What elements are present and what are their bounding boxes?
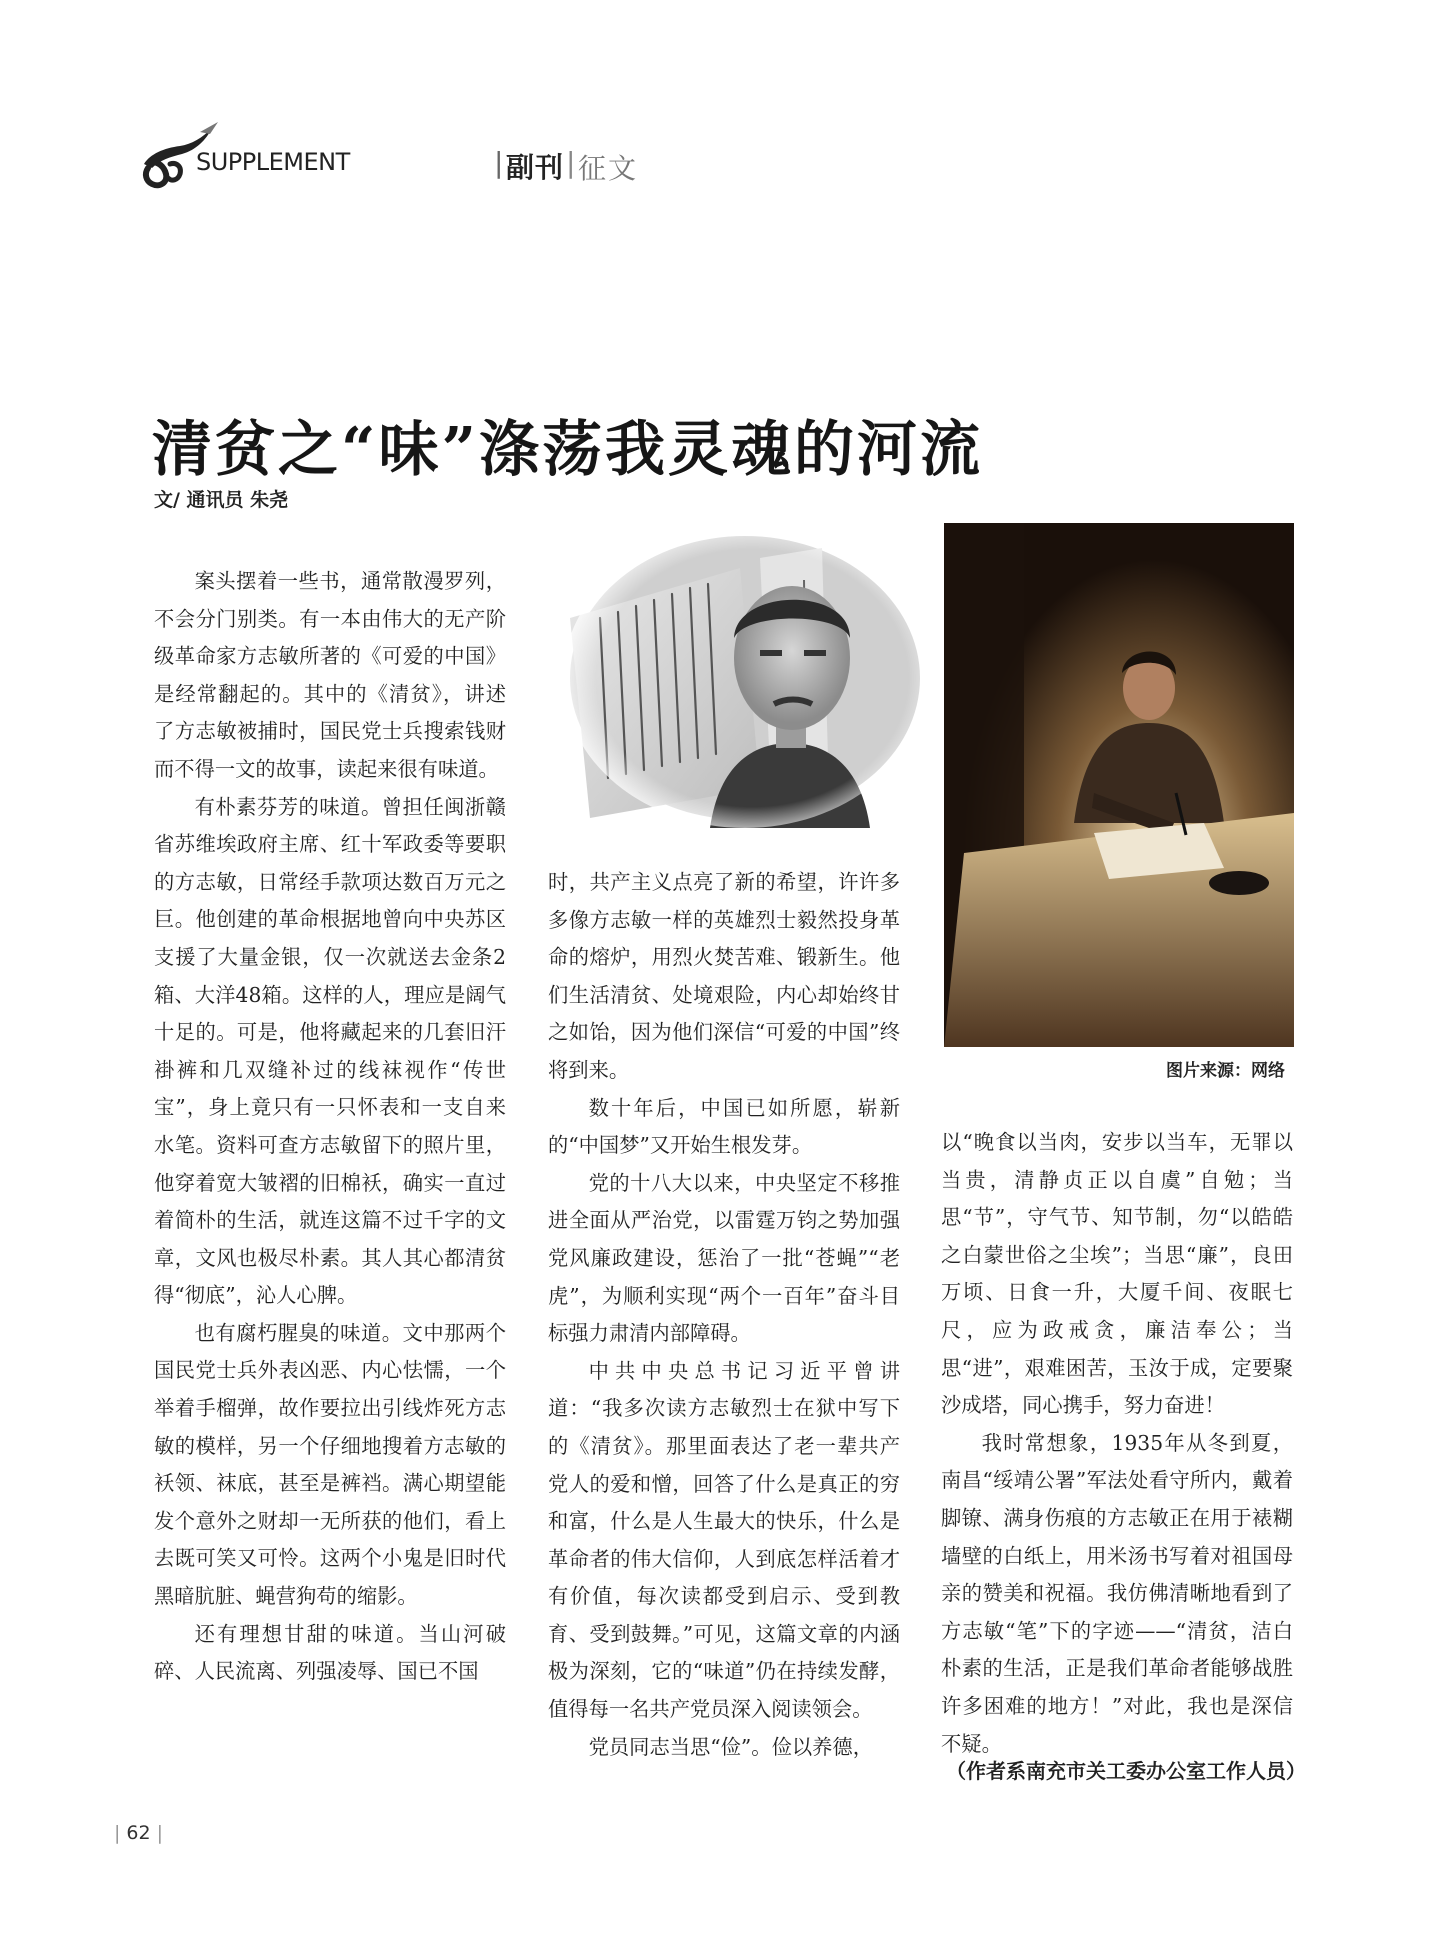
paragraph: 党员同志当思“俭”。俭以养德，	[588, 1734, 873, 1759]
article-column-3	[941, 1124, 1293, 1763]
article-column-2	[548, 864, 900, 1766]
section-label-zh: 副刊	[506, 151, 565, 184]
paragraph: 有朴素芬芳的味道。曾担任闽浙赣省苏维埃政府主席、红十军政委等要职的方志敏，日常经手款项达数百万元之巨。他创建的革命根据地曾向中央苏区支援了大量金银，仅一次就送去金条2箱、大洋48箱。这样的人，理应是阔气十足的。可是，他将藏起来的几套旧汗褂裤和几双缝补过的线袜视作“传世宝”，身上竟只有一只怀表和一支自来水笔。资料可查方志敏留下的照片里，他穿着宽大皱褶的旧棉袄，确实一直过着简朴的生活，就连这篇不过千字的文章，文风也极尽朴素。其人其心都清贫得“彻底”，沁人心脾。	[154, 794, 506, 1308]
author-note: （作者系南充市关工委办公室工作人员）	[946, 1759, 1306, 1783]
paragraph: 数十年后，中国已如所愿，崭新的“中国梦”又开始生根发芽。	[548, 1095, 900, 1158]
paragraph: 也有腐朽腥臭的味道。文中那两个国民党士兵外表凶恶、内心怯懦，一个举着手榴弹，故作要拉出引线炸死方志敏的模样，另一个仔细地搜着方志敏的袄领、袜底，甚至是裤裆。满心期望能发个意外之财却一无所获的他们，看上去既可笑又可怜。这两个小鬼是旧时代黑暗肮脏、蝇营狗苟的缩影。	[154, 1320, 506, 1609]
section-label-en: SUPPLEMENT	[196, 148, 350, 176]
photo-credit: 图片来源：网络	[1166, 1061, 1285, 1081]
section-separator: |	[494, 146, 504, 179]
subsection-label: 征文	[578, 152, 639, 185]
page-number-value: 62	[126, 1822, 151, 1844]
desk-writing-scene-image	[944, 523, 1294, 1047]
paragraph: 党的十八大以来，中央坚定不移推进全面从严治党，以雷霆万钧之势加强党风廉政建设，惩治了一批“苍蝇”“老虎”，为顺利实现“两个一百年”奋斗目标强力肃清内部障碍。	[548, 1170, 900, 1346]
folio-bar: |	[114, 1822, 121, 1844]
section-header	[140, 118, 640, 188]
portrait-with-manuscript-image	[560, 528, 926, 828]
page-number	[108, 1822, 169, 1844]
paragraph: 我时常想象，1935年从冬到夏，南昌“绥靖公署”军法处看守所内，戴着脚镣、满身伤痕的方志敏正在用于裱糊墙壁的白纸上，用米汤书写着对祖国母亲的赞美和祝福。我仿佛清晰地看到了方志敏“笔”下的字迹——“清贫，洁白朴素的生活，正是我们革命者能够战胜许多困难的地方！”对此，我也是深信不疑。	[941, 1430, 1293, 1756]
folio-bar: |	[156, 1822, 163, 1844]
paragraph: 中共中央总书记习近平曾讲道：“我多次读方志敏烈士在狱中写下的《清贫》。那里面表达了老一辈共产党人的爱和憎，回答了什么是真正的穷和富，什么是人生最大的快乐，什么是革命者的伟大信仰，人到底怎样活着才有价值，每次读都受到启示、受到教育、受到鼓舞。”可见，这篇文章的内涵极为深刻，它的“味道”仍在持续发酵，值得每一名共产党员深入阅读领会。	[548, 1358, 900, 1722]
paragraph: 还有理想甘甜的味道。当山河破碎、人民流离、列强凌辱、国已不国	[154, 1621, 506, 1684]
article-title: 清贫之“味”涤荡我灵魂的河流	[152, 415, 984, 485]
paragraph-continued: 时，共产主义点亮了新的希望，许许多多像方志敏一样的英雄烈士毅然投身革命的熔炉，用烈火焚苦难、锻新生。他们生活清贫、处境艰险，内心却始终甘之如饴，因为他们深信“可爱的中国”终将到来。	[548, 870, 900, 1082]
section-separator: |	[566, 146, 576, 179]
paragraph: 案头摆着一些书，通常散漫罗列，不会分门别类。有一本由伟大的无产阶级革命家方志敏所著的《可爱的中国》是经常翻起的。其中的《清贫》，讲述了方志敏被捕时，国民党士兵搜索钱财而不得一文的故事，读起来很有味道。	[154, 569, 506, 781]
article-byline: 文/ 通讯员 朱尧	[154, 489, 289, 511]
paragraph-continued: 以“晚食以当肉，安步以当车，无罪以当贵，清静贞正以自虞”自勉；当思“节”，守气节、知节制，勿“以皓皓之白蒙世俗之尘埃”；当思“廉”，良田万顷、日食一升，大厦千间、夜眠七尺，应为政戒贪，廉洁奉公；当思“进”，艰难困苦，玉汝于成，定要聚沙成塔，同心携手，努力奋进！	[941, 1130, 1293, 1418]
article-column-1	[154, 563, 506, 1691]
